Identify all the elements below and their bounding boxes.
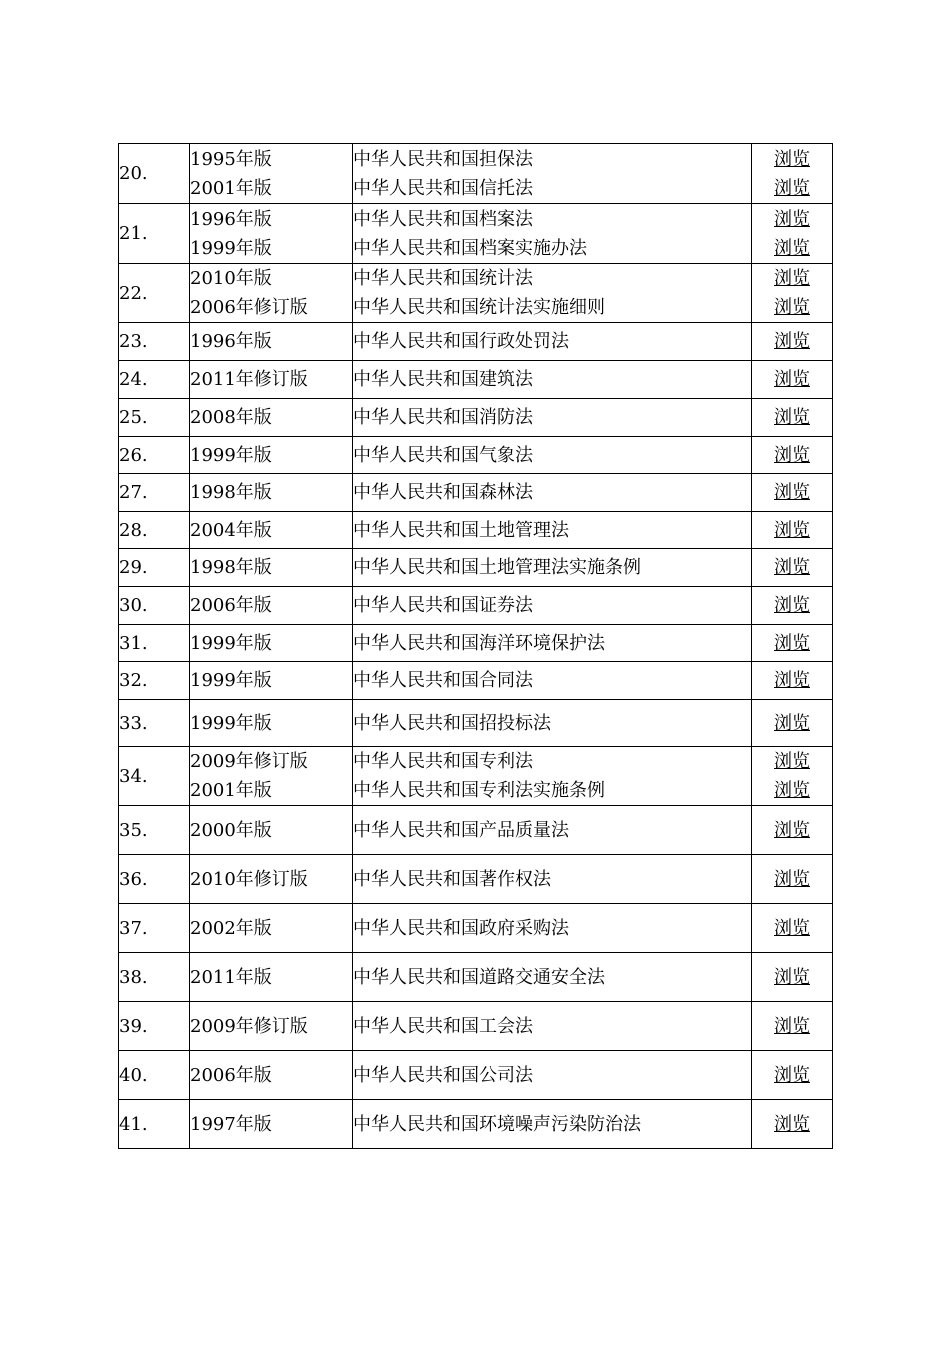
row-number: 36.	[119, 855, 190, 904]
browse-line	[752, 174, 832, 203]
law-title: 中华人民共和国消防法	[353, 407, 533, 428]
table-row	[119, 700, 833, 747]
version-cell	[190, 1051, 353, 1100]
version-cell	[190, 264, 353, 323]
version-cell	[190, 662, 353, 700]
table-row	[119, 587, 833, 625]
version-label: 1996年版	[190, 208, 272, 230]
browse-link[interactable]: 浏览	[774, 712, 810, 734]
browse-cell	[752, 512, 833, 549]
version-cell	[190, 1100, 353, 1149]
law-title: 中华人民共和国招投标法	[353, 712, 551, 734]
law-title: 中华人民共和国土地管理法实施条例	[353, 557, 641, 578]
browse-line	[752, 914, 832, 943]
table-row	[119, 1100, 833, 1149]
row-number: 23.	[119, 323, 190, 361]
version-label: 1998年版	[190, 557, 272, 578]
version-cell	[190, 144, 353, 204]
law-title-cell	[353, 437, 752, 474]
row-number: 33.	[119, 700, 190, 747]
browse-line	[752, 234, 832, 263]
version-label: 2011年修订版	[190, 369, 308, 390]
browse-cell	[752, 437, 833, 474]
row-number: 31.	[119, 625, 190, 662]
law-title: 中华人民共和国气象法	[353, 444, 533, 466]
browse-link[interactable]: 浏览	[774, 268, 810, 289]
browse-link[interactable]: 浏览	[774, 595, 810, 616]
browse-link[interactable]: 浏览	[774, 1015, 810, 1037]
law-title-cell	[353, 1051, 752, 1100]
version-label: 2006年版	[190, 1064, 272, 1086]
browse-link[interactable]: 浏览	[774, 519, 810, 541]
table-row	[119, 747, 833, 806]
law-title: 中华人民共和国公司法	[353, 1064, 533, 1086]
table-row	[119, 662, 833, 700]
law-title: 中华人民共和国建筑法	[353, 369, 533, 390]
law-title: 中华人民共和国产品质量法	[353, 819, 569, 841]
browse-line	[752, 963, 832, 992]
law-title: 中华人民共和国合同法	[353, 670, 533, 691]
table-row	[119, 437, 833, 474]
browse-cell	[752, 549, 833, 587]
browse-line	[752, 293, 832, 322]
version-label: 2006年修订版	[190, 297, 308, 318]
row-number: 30.	[119, 587, 190, 625]
law-title-cell	[353, 144, 752, 204]
law-title-cell	[353, 953, 752, 1002]
browse-link[interactable]: 浏览	[774, 557, 810, 578]
browse-line	[752, 516, 832, 545]
row-number: 25.	[119, 399, 190, 437]
law-title-cell	[353, 361, 752, 399]
version-label: 1999年版	[190, 632, 272, 654]
law-title-cell	[353, 512, 752, 549]
row-number: 28.	[119, 512, 190, 549]
browse-line	[752, 327, 832, 356]
version-cell	[190, 437, 353, 474]
browse-cell	[752, 1051, 833, 1100]
table-row	[119, 474, 833, 512]
browse-link[interactable]: 浏览	[774, 331, 810, 352]
law-title-cell	[353, 1002, 752, 1051]
table-row	[119, 806, 833, 855]
version-label: 1998年版	[190, 482, 272, 503]
browse-line	[752, 441, 832, 470]
row-number: 29.	[119, 549, 190, 587]
version-label: 2010年版	[190, 268, 272, 289]
row-number: 32.	[119, 662, 190, 700]
browse-line	[752, 145, 832, 174]
law-title: 中华人民共和国专利法实施条例	[353, 780, 605, 801]
browse-link[interactable]: 浏览	[774, 237, 810, 259]
browse-link[interactable]: 浏览	[774, 148, 810, 170]
row-number: 40.	[119, 1051, 190, 1100]
row-number: 20.	[119, 144, 190, 204]
version-cell	[190, 747, 353, 806]
browse-line	[752, 591, 832, 620]
version-cell	[190, 855, 353, 904]
browse-cell	[752, 144, 833, 204]
browse-link[interactable]: 浏览	[774, 819, 810, 841]
law-title-cell	[353, 662, 752, 700]
law-title: 中华人民共和国证券法	[353, 595, 533, 616]
browse-link[interactable]: 浏览	[774, 966, 810, 988]
law-title-cell	[353, 587, 752, 625]
browse-cell	[752, 806, 833, 855]
law-title-cell	[353, 399, 752, 437]
version-cell	[190, 904, 353, 953]
table-row	[119, 399, 833, 437]
version-label: 1997年版	[190, 1113, 272, 1135]
row-number: 34.	[119, 747, 190, 806]
table-row	[119, 549, 833, 587]
version-label: 2000年版	[190, 819, 272, 841]
browse-link[interactable]: 浏览	[774, 670, 810, 691]
row-number: 38.	[119, 953, 190, 1002]
version-label: 2010年修订版	[190, 868, 308, 890]
row-number: 22.	[119, 264, 190, 323]
browse-line	[752, 1110, 832, 1139]
browse-link[interactable]: 浏览	[774, 444, 810, 466]
browse-line	[752, 478, 832, 507]
browse-cell	[752, 953, 833, 1002]
law-title: 中华人民共和国信托法	[353, 177, 533, 199]
row-number: 35.	[119, 806, 190, 855]
browse-link[interactable]: 浏览	[774, 177, 810, 199]
browse-line	[752, 776, 832, 805]
version-cell	[190, 361, 353, 399]
version-label: 2001年版	[190, 177, 272, 199]
version-cell	[190, 700, 353, 747]
row-number: 24.	[119, 361, 190, 399]
law-title-cell	[353, 1100, 752, 1149]
browse-link[interactable]: 浏览	[774, 917, 810, 939]
browse-line	[752, 666, 832, 695]
browse-link[interactable]: 浏览	[774, 1064, 810, 1086]
table-row	[119, 625, 833, 662]
law-title-cell	[353, 204, 752, 264]
law-title-cell	[353, 855, 752, 904]
version-label: 1999年版	[190, 670, 272, 691]
law-title: 中华人民共和国行政处罚法	[353, 331, 569, 352]
law-title: 中华人民共和国道路交通安全法	[353, 966, 605, 988]
row-number: 21.	[119, 204, 190, 264]
browse-cell	[752, 662, 833, 700]
browse-line	[752, 365, 832, 394]
browse-link[interactable]: 浏览	[774, 407, 810, 428]
browse-cell	[752, 323, 833, 361]
browse-link[interactable]: 浏览	[774, 482, 810, 503]
law-title: 中华人民共和国政府采购法	[353, 917, 569, 939]
version-label: 1999年版	[190, 712, 272, 734]
browse-cell	[752, 700, 833, 747]
table-row	[119, 361, 833, 399]
browse-link[interactable]: 浏览	[774, 1113, 810, 1135]
version-label: 2002年版	[190, 917, 272, 939]
browse-cell	[752, 1100, 833, 1149]
law-title: 中华人民共和国工会法	[353, 1015, 533, 1037]
version-label: 1995年版	[190, 148, 272, 170]
table-row	[119, 323, 833, 361]
table-row	[119, 512, 833, 549]
version-label: 2009年修订版	[190, 751, 308, 772]
version-label: 2001年版	[190, 780, 272, 801]
row-number: 37.	[119, 904, 190, 953]
browse-link[interactable]: 浏览	[774, 632, 810, 654]
table-row	[119, 144, 833, 204]
version-cell	[190, 204, 353, 264]
browse-cell	[752, 399, 833, 437]
law-title: 中华人民共和国档案法	[353, 208, 533, 230]
table-row	[119, 855, 833, 904]
browse-cell	[752, 474, 833, 512]
law-list-table	[118, 143, 833, 1149]
browse-cell	[752, 904, 833, 953]
browse-link[interactable]: 浏览	[774, 208, 810, 230]
law-title: 中华人民共和国著作权法	[353, 868, 551, 890]
version-cell	[190, 474, 353, 512]
law-title-cell	[353, 323, 752, 361]
version-cell	[190, 323, 353, 361]
version-cell	[190, 399, 353, 437]
law-title-cell	[353, 625, 752, 662]
browse-cell	[752, 361, 833, 399]
law-title: 中华人民共和国专利法	[353, 751, 533, 772]
browse-line	[752, 553, 832, 582]
browse-cell	[752, 587, 833, 625]
row-number: 39.	[119, 1002, 190, 1051]
law-title-cell	[353, 264, 752, 323]
table-row	[119, 904, 833, 953]
law-title-cell	[353, 549, 752, 587]
browse-line	[752, 709, 832, 738]
row-number: 41.	[119, 1100, 190, 1149]
law-title-cell	[353, 474, 752, 512]
law-title-cell	[353, 904, 752, 953]
table-row	[119, 264, 833, 323]
browse-link[interactable]: 浏览	[774, 868, 810, 890]
law-title: 中华人民共和国统计法实施细则	[353, 297, 605, 318]
version-label: 1999年版	[190, 237, 272, 259]
browse-cell	[752, 264, 833, 323]
table-row	[119, 204, 833, 264]
law-title: 中华人民共和国档案实施办法	[353, 237, 587, 259]
table-row	[119, 1002, 833, 1051]
row-number: 27.	[119, 474, 190, 512]
version-label: 1996年版	[190, 331, 272, 352]
version-label: 2011年版	[190, 966, 272, 988]
version-label: 2006年版	[190, 595, 272, 616]
browse-cell	[752, 747, 833, 806]
law-title-cell	[353, 747, 752, 806]
version-cell	[190, 625, 353, 662]
law-title: 中华人民共和国统计法	[353, 268, 533, 289]
browse-link[interactable]: 浏览	[774, 751, 810, 772]
browse-cell	[752, 1002, 833, 1051]
version-cell	[190, 512, 353, 549]
row-number: 26.	[119, 437, 190, 474]
law-title-cell	[353, 806, 752, 855]
version-cell	[190, 806, 353, 855]
browse-link[interactable]: 浏览	[774, 780, 810, 801]
browse-cell	[752, 625, 833, 662]
version-label: 1999年版	[190, 444, 272, 466]
law-list-body	[119, 144, 833, 1149]
version-cell	[190, 1002, 353, 1051]
law-title: 中华人民共和国森林法	[353, 482, 533, 503]
browse-line	[752, 403, 832, 432]
browse-line	[752, 205, 832, 234]
law-title-cell	[353, 700, 752, 747]
browse-line	[752, 629, 832, 658]
version-cell	[190, 587, 353, 625]
law-title: 中华人民共和国土地管理法	[353, 519, 569, 541]
browse-cell	[752, 855, 833, 904]
version-label: 2008年版	[190, 407, 272, 428]
browse-line	[752, 865, 832, 894]
law-title: 中华人民共和国担保法	[353, 148, 533, 170]
version-cell	[190, 549, 353, 587]
law-title: 中华人民共和国环境噪声污染防治法	[353, 1113, 641, 1135]
browse-link[interactable]: 浏览	[774, 369, 810, 390]
browse-line	[752, 816, 832, 845]
version-cell	[190, 953, 353, 1002]
browse-line	[752, 1012, 832, 1041]
browse-cell	[752, 204, 833, 264]
version-label: 2009年修订版	[190, 1015, 308, 1037]
browse-line	[752, 1061, 832, 1090]
browse-line	[752, 747, 832, 776]
browse-line	[752, 264, 832, 293]
table-row	[119, 953, 833, 1002]
browse-link[interactable]: 浏览	[774, 297, 810, 318]
version-label: 2004年版	[190, 519, 272, 541]
table-row	[119, 1051, 833, 1100]
law-title: 中华人民共和国海洋环境保护法	[353, 632, 605, 654]
